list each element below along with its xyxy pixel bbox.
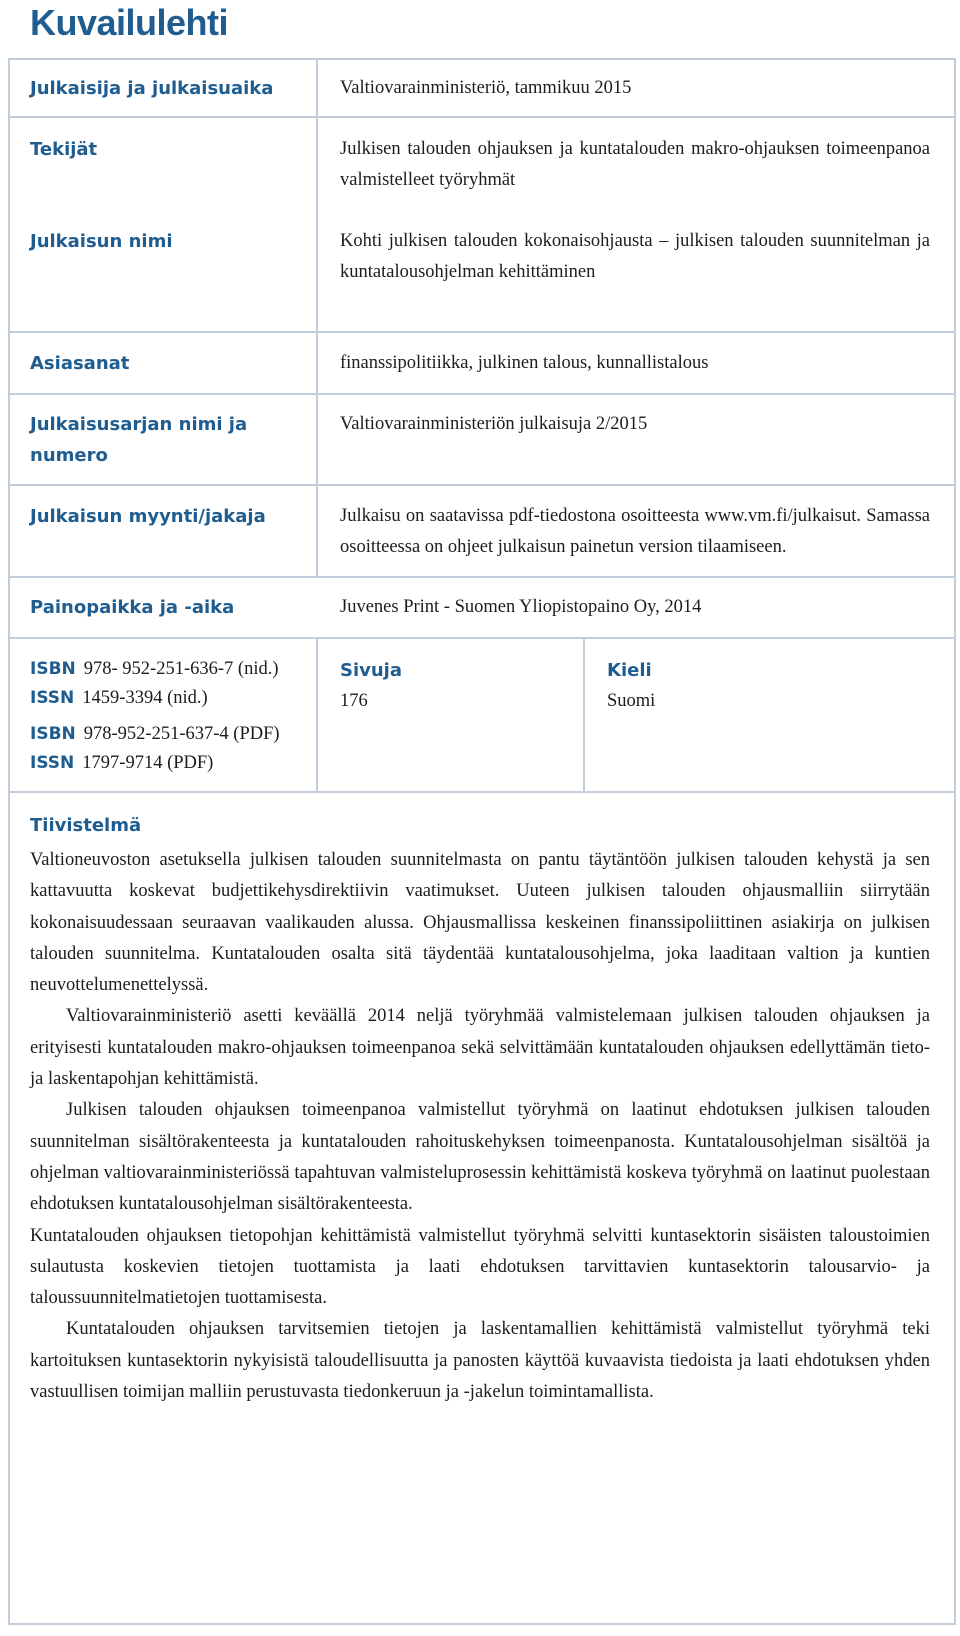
publication-name-value: Kohti julkisen talouden kokonaisohjausta – julkisen talouden suunnitelman ja kuntatalousohjelman kehittäminen <box>340 231 930 282</box>
row-divider <box>8 576 956 578</box>
column-divider <box>316 637 318 793</box>
column-divider <box>316 331 318 578</box>
identifier-line <box>30 684 208 713</box>
pages-label: Sivuja <box>340 660 402 681</box>
language-label: Kieli <box>607 660 652 681</box>
print-value: Juvenes Print - Suomen Yliopistopaino Oy, 2014 <box>340 597 702 617</box>
column-divider <box>583 637 585 793</box>
abstract-paragraph: Valtioneuvoston asetuksella julkisen talouden suunnitelmasta on pantu täytäntöön julkisen talouden kehystä ja sen kattavuutta koskevat budjettikehysdirektiivin vaatimukset. Uuteen julkisen talouden ohjausmalliin siirrytään kokonaisuudessaan seuraavan vaalikauden alussa. Ohjausmallissa keskeinen finanssipoliittinen asiakirja on julkisen talouden suunnitelma. Kuntatalouden osalta sitä täydentää kuntatalousohjelma, joka laaditaan valtion ja kuntien neuvottelumenettelyssä. <box>30 850 930 996</box>
series-label: Julkaisusarjan nimi ja numero <box>30 414 248 466</box>
identifier-key: ISBN <box>30 724 76 744</box>
row-divider <box>8 637 956 639</box>
pages-value: 176 <box>340 691 368 711</box>
distribution-label: Julkaisun myynti/jakaja <box>30 506 266 527</box>
language-value: Suomi <box>607 691 656 711</box>
identifier-key: ISSN <box>30 753 75 773</box>
authors-label: Tekijät <box>30 139 98 160</box>
row-divider <box>8 484 956 486</box>
keywords-value: finanssipolitiikka, julkinen talous, kunnallistalous <box>340 353 709 373</box>
distribution-value: Julkaisu on saatavissa pdf-tiedostona osoitteesta www.vm.fi/julkaisut. Samassa osoitteessa on ohjeet julkaisun painetun version tilaamiseen. <box>340 506 930 557</box>
keywords-label: Asiasanat <box>30 353 130 374</box>
abstract-paragraph: Kuntatalouden ohjauksen tarvitsemien tietojen ja laskentamallien kehittämistä valmistellut työryhmä teki kartoituksen kuntasektorin nykyisistä taloudellisuutta ja panosten käyttöä kuvaavista tiedoista ja laati ehdotuksen yhden vastuullisen toimijan malliin perustuvasta tiedonkeruun ja -jakelun toimintamallista. <box>30 1319 930 1403</box>
column-divider <box>316 58 318 333</box>
abstract-paragraph: Kuntatalouden ohjauksen tietopohjan kehittämistä valmistellut työryhmä selvitti kuntasektorin sisäisten taloustoimien sulautusta koskevien tietojen tuottamista ja laati ehdotuksen tarvittavien kuntasektorin talousarvio- ja taloussuunnitelmatietojen tuottamisesta. <box>30 1225 930 1309</box>
series-value: Valtiovarainministeriön julkaisuja 2/2015 <box>340 414 648 434</box>
row-divider <box>8 331 956 333</box>
identifier-value: 978-952-251-637-4 (PDF) <box>83 724 280 744</box>
row-divider <box>8 116 956 118</box>
print-label: Painopaikka ja -aika <box>30 597 235 618</box>
identifier-line <box>30 655 279 684</box>
page-title: Kuvailulehti <box>30 2 229 43</box>
authors-value: Julkisen talouden ohjauksen ja kuntatalouden makro-ohjauksen toimeenpanoa valmistelleet työryhmät <box>340 139 930 190</box>
identifier-value: 978- 952-251-636-7 (nid.) <box>83 659 279 679</box>
identifier-value: 1797-9714 (PDF) <box>82 753 214 773</box>
publisher-value: Valtiovarainministeriö, tammikuu 2015 <box>340 78 632 98</box>
row-divider <box>8 393 956 395</box>
abstract-heading: Tiivistelmä <box>30 815 142 836</box>
abstract-body <box>30 845 930 1408</box>
identifier-line <box>30 720 280 749</box>
row-divider <box>8 791 956 793</box>
identifier-value: 1459-3394 (nid.) <box>82 688 208 708</box>
publisher-label: Julkaisija ja julkaisuaika <box>30 78 274 99</box>
identifier-line <box>30 749 213 778</box>
publication-name-label: Julkaisun nimi <box>30 231 173 252</box>
abstract-paragraph: Valtiovarainministeriö asetti keväällä 2014 neljä työryhmää valmistelemaan julkisen talouden ohjauksen ja erityisesti kuntatalouden makro-ohjauksen toimeenpanoa sekä selvittämään kuntatalouden ohjauksen edellyttämän tieto- ja laskentapohjan kehittämistä. <box>30 1006 930 1090</box>
abstract-paragraph: Julkisen talouden ohjauksen toimeenpanoa valmistellut työryhmä on laatinut ehdotuksen julkisen talouden suunnitelman sisältörakenteesta ja kuntatalouden rahoituskehyksen toimeenpanosta. Kuntatalousohjelman sisältöä ja ohjelman valtiovarainministeriössä tapahtuvan valmisteluprosessin kehittämistä koskeva työryhmä on laatinut puolestaan ehdotuksen kuntatalousohjelman sisältörakenteesta. <box>30 1100 930 1215</box>
identifier-key: ISSN <box>30 688 75 708</box>
identifier-key: ISBN <box>30 659 76 679</box>
